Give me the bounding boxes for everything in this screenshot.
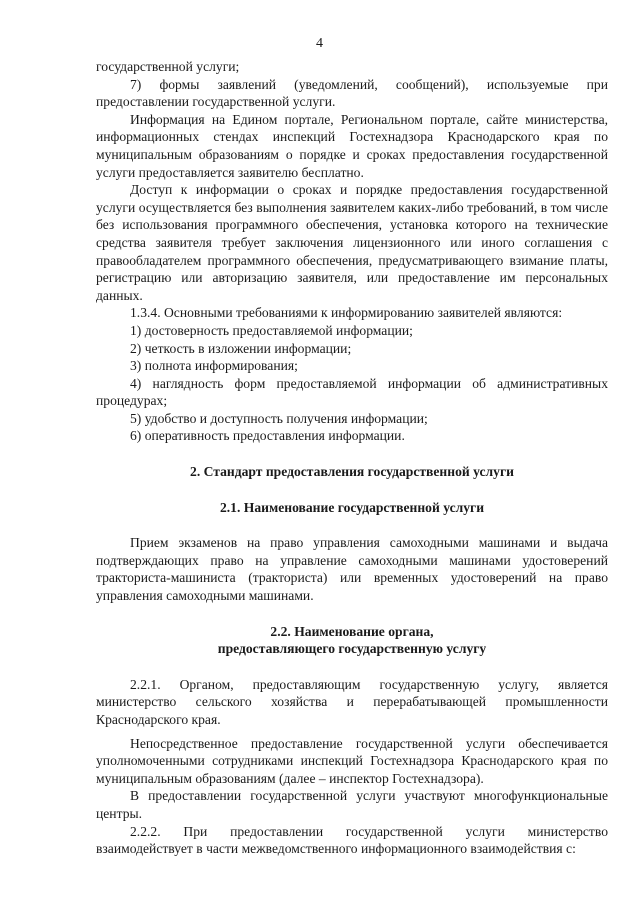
page-number: 4: [316, 36, 323, 51]
paragraph: 2.2.2. При предоставлении государственной услуги министерство взаимодействует в части межведомственного информационного взаимодействия с:: [96, 823, 608, 857]
paragraph: В предоставлении государственной услуги участвуют многофункциональные центры.: [96, 788, 608, 821]
subsection-heading: 2.1. Наименование государственной услуги: [219, 499, 485, 515]
list-item: 3) полнота информирования;: [130, 358, 298, 374]
list-item: 4) наглядность форм предоставляемой информации об административных процедурах;: [96, 375, 608, 409]
list-item: 1) достоверность предоставляемой информации;: [130, 322, 413, 338]
paragraph: 1.3.4. Основными требованиями к информированию заявителей являются:: [130, 305, 563, 321]
list-item: 2) четкость в изложении информации;: [130, 340, 352, 356]
requirements-list: [96, 322, 608, 445]
paragraph: 2.2.1. Органом, предоставляющим государственную услугу, является министерство сельского хозяйства и перерабатывающей промышленности Краснодарского края.: [96, 676, 608, 727]
paragraph: Непосредственное предоставление государственной услуги обеспечивается уполномоченными сотрудниками инспекций Гостехнадзора Краснодарского края по муниципальным образованиям (далее – инспектор Гостехнадзора).: [96, 735, 608, 786]
paragraph: государственной услуги;: [96, 59, 240, 74]
paragraph: Прием экзаменов на право управления самоходными машинами и выдача подтверждающих право на управление самоходными машинами удостоверений тракториста-машиниста (тракториста) или временных удостоверений на право управления самоходными машинами.: [96, 535, 608, 604]
paragraph: 7) формы заявлений (уведомлений, сообщений), используемые при предоставлении государственной услуги.: [96, 76, 608, 110]
subsection-heading: предоставляющего государственную услугу: [217, 641, 487, 657]
section-heading: 2. Стандарт предоставления государственной услуги: [190, 464, 514, 480]
list-item: 5) удобство и доступность получения информации;: [130, 410, 428, 426]
list-item: 6) оперативность предоставления информации.: [130, 428, 405, 444]
subsection-heading: 2.2. Наименование органа,: [270, 623, 434, 639]
paragraph: Информация на Едином портале, Региональном портале, сайте министерства, информационных стендах инспекций Гостехнадзора Краснодарского края по муниципальным образованиям о порядке и сроках предоставления государственной услуги предоставляется заявителю бесплатно.: [96, 111, 608, 180]
document-body: [96, 58, 608, 858]
paragraph: Доступ к информации о сроках и порядке предоставления государственной услуги осуществляется без выполнения заявителем каких-либо требований, в том числе без использования программного обеспечения, установка которого на технические средства заявителя требует заключения лицензионного или иного соглашения с правообладателем программного обеспечения, предусматривающего взимание платы, регистрацию или авторизацию заявителя, или предоставление им персональных данных.: [96, 182, 608, 303]
